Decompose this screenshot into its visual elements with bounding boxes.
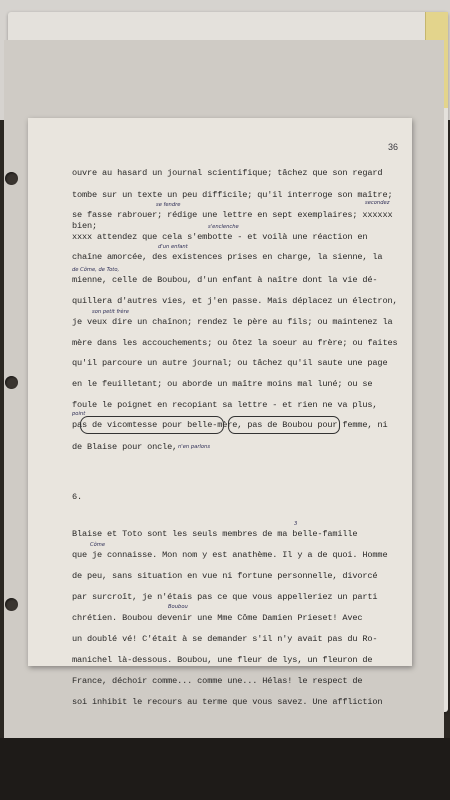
text-line: un doublé vé! C'était à se demander s'il n'y avait pas du Ro- <box>72 634 378 644</box>
handwritten-note: de Côme, de Toto, <box>72 267 120 273</box>
handwritten-note: point <box>72 411 86 417</box>
text-line: je veux dire un chaînon; rendez le père au fils; ou maintenez la <box>72 317 393 327</box>
punch-hole <box>5 376 18 389</box>
text-line: se fasse rabrouer; rédige une lettre en sept exemplaires; xxxxxx <box>72 210 393 220</box>
text-line: que je connaisse. Mon nom y est anathème. Il y a de quoi. Homme <box>72 550 388 560</box>
text-line: manichel là-dessous. Boubou, une fleur de lys, un fleuron de <box>72 655 373 665</box>
handwritten-note: Côme <box>90 542 106 548</box>
text-line: France, déchoir comme... comme une... Hélas! le respect de <box>72 676 363 686</box>
text-line: tombe sur un texte un peu difficile; qu'il interroge son maître; <box>72 190 393 200</box>
text-line: ouvre au hasard un journal scientifique; tâchez que son regard <box>72 168 383 178</box>
page-number: 36 <box>387 142 398 152</box>
text-line: chrétien. Boubou devenir une Mme Côme Damien Prieset! Avec <box>72 613 363 623</box>
text-line: pas de vicomtesse pour belle-mère, pas de Boubou pour femme, ni <box>72 420 388 430</box>
handwritten-note: n'en parlons <box>178 444 211 450</box>
text-line: mienne, celle de Boubou, d'un enfant à naître dont la vie dé- <box>72 275 378 285</box>
text-line: mère dans les accouchements; ou ôtez la soeur au frère; ou faites <box>72 338 398 348</box>
circled-phrase <box>80 416 224 434</box>
handwritten-note: 3 <box>294 521 298 527</box>
circled-phrase <box>228 416 340 434</box>
section-number: 6. <box>72 492 83 502</box>
table-surface <box>0 738 450 800</box>
text-line: Blaise et Toto sont les seuls membres de ma belle-famille <box>72 529 358 539</box>
punch-hole <box>5 598 18 611</box>
text-line: de peu, sans situation en vue ni fortune personnelle, divorcé <box>72 571 378 581</box>
typewritten-page <box>28 118 412 707</box>
text-line: chaîne amorcée, des existences prises en charge, la sienne, la <box>72 252 383 262</box>
handwritten-note: Boubou <box>168 604 188 610</box>
text-line: de Blaise pour oncle, <box>72 442 178 452</box>
handwritten-note: s'enclenche <box>208 224 239 230</box>
text-line: foule le poignet en recopiant sa lettre - et rien ne va plus, <box>72 400 378 410</box>
text-line: quillera d'autres vies, et j'en passe. Mais déplacez un électron, <box>72 296 398 306</box>
text-line: en le feuilletant; ou aborde un maître moins mal luné; ou se <box>72 379 373 389</box>
punch-hole <box>5 172 18 185</box>
handwritten-note: se fendre <box>156 202 181 208</box>
text-line: soi inhibit le recours au terme que vous savez. Une affliction <box>72 697 383 707</box>
handwritten-note: secondez <box>365 200 390 206</box>
handwritten-note: d'un enfant <box>158 244 188 250</box>
text-line: qu'il parcoure un autre journal; ou tâchez qu'il saute une page <box>72 358 388 368</box>
text-line: bien; <box>72 221 98 231</box>
handwritten-note: son petit frère <box>92 309 129 315</box>
text-line: xxxx attendez que cela s'embotte - et voilà une réaction en <box>72 232 368 242</box>
text-line: par surcroît, je n'étais pas ce que vous appelleriez un parti <box>72 592 378 602</box>
